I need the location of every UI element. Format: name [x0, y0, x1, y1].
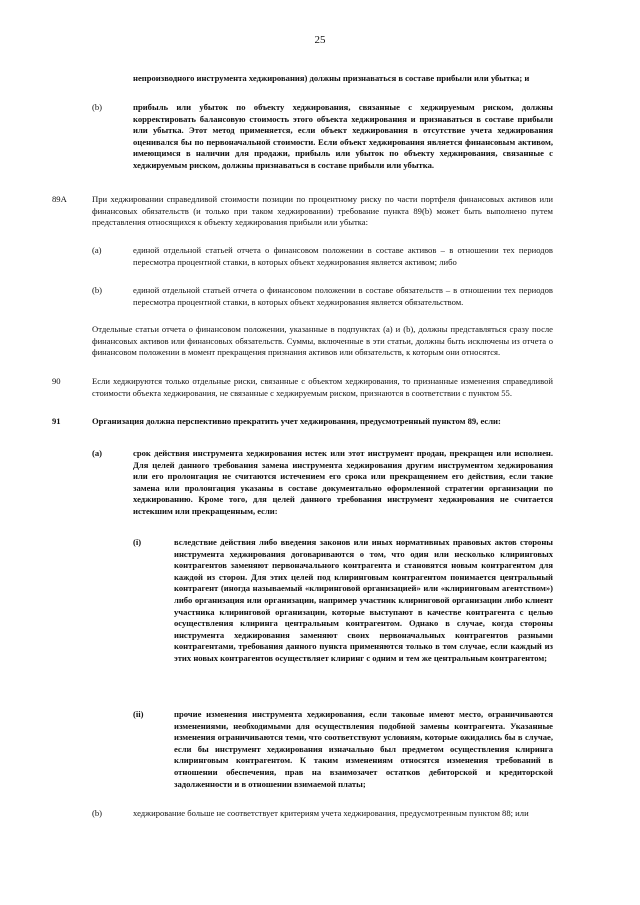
item-label-91-b: (b): [92, 808, 103, 818]
item-label-91-a-i: (i): [133, 537, 142, 547]
item-label-89A-a: (a): [92, 245, 102, 255]
paragraph-91-b: хеджирование больше не соответствует критериям учета хеджирования, предусмотренным пунктом 88; или: [133, 808, 529, 818]
paragraph-91-a: срок действия инструмента хеджирования истек или этот инструмент продан, прекращен или исполнен. Для целей данного требования замена инструмента хеджирования другим инструментом хеджирования или его пролонгация не считаются истечением его срока или прекращением его действия, если такие замена или пролонгация указаны в составе документально оформленной стратегии организации по хеджированию. Кроме того, для целей данного требования инструмент хеджирования не считается истекшим или прекращенным, если:: [133, 448, 553, 516]
paragraph-89b: прибыль или убыток по объекту хеджирования, связанные с хеджируемым риском, должны корректировать балансовую стоимость этого объекта хеджирования и признаваться в составе прибыли или убытка. Этот метод применяется, если объект хеджирования в отсутствие учета хеджирования оценивался бы по первоначальной стоимости. Если объект хеджирования является финансовым активом, имеющимся в наличии для продажи, прибыль или убыток по объекту хеджирования, связанные с хеджируемым риском, должны признаваться в составе прибыли или убытка.: [133, 102, 553, 170]
paragraph-91-intro: Организация должна перспективно прекратить учет хеджирования, предусмотренный пунктом 89, если:: [92, 416, 501, 426]
paragraph-91-a-i: вследствие действия либо введения законов или иных нормативных правовых актов стороны инструмента хеджирования договариваются о том, что один или несколько клиринговых контрагентов заменяют первоначального контрагента и становятся новым контрагентом для каждой из сторон. Для этих целей под клиринговым контрагентом понимается центральный контрагент (иногда называемый «клиринговой организацией» или «клиринговым агентством») либо организация или организации, например участник клиринговой организации либо клиент участника клиринговой организации, которые выступают в качестве контрагента с целью осуществления клиринга центральным контрагентом. Однако в случае, когда стороны инструмента хеджирования заменяют своих первоначальных контрагентов разными контрагентами, требования данного пункта применяются только в том случае, если каждый из этих новых контрагентов осуществляет клиринг с одним и тем же центральным контрагентом;: [174, 537, 553, 663]
paragraph-89A-b: единой отдельной статьей отчета о финансовом положении в составе обязательств – в отношении тех периодов пересмотра процентной ставки, в которых объект хеджирования является обязательством.: [133, 285, 553, 307]
page-number: 25: [314, 34, 326, 46]
paragraph-89A-closing: Отдельные статьи отчета о финансовом положении, указанные в подпунктах (a) и (b), должны представляться сразу после финансовых активов или финансовых обязательств. Суммы, включенные в эти статьи, должны быть исключены из отчета о финансовом положении в момент прекращения признания активов или обязательств, к которым они относятся.: [92, 324, 553, 358]
item-label-89b: (b): [92, 102, 103, 112]
paragraph-number-89A: 89A: [52, 194, 67, 204]
paragraph-91-a-ii: прочие изменения инструмента хеджирования, если таковые имеют место, ограничиваются изменениями, необходимыми для осуществления подобной замены контрагента. Указанные изменения ограничиваются теми, что соответствуют условиям, которые ожидались бы в случае, если бы инструмент хеджирования изначально был предметом осуществления клиринга клиринговым контрагентом. К таким изменениям относятся изменения требований в отношении обеспечения, прав на взаимозачет остатков дебиторской и кредиторской задолженности и в отношении взимаемой платы;: [174, 709, 553, 789]
paragraph-number-90: 90: [52, 376, 61, 386]
item-label-91-a-ii: (ii): [133, 709, 144, 719]
paragraph-89A-intro: При хеджировании справедливой стоимости позиции по процентному риску по части портфеля финансовых активов или финансовых обязательств (и только при таком хеджировании) требование пункта 89(b) может быть выполнено путем представления относящихся к объекту хеджирования прибыли или убытка:: [92, 194, 553, 228]
item-label-91-a: (a): [92, 448, 103, 458]
paragraph-number-91: 91: [52, 416, 61, 426]
paragraph-90: Если хеджируются только отдельные риски, связанные с объектом хеджирования, то признанные изменения справедливой стоимости объекта хеджирования, не связанные с хеджируемым риском, признаются в соответствии с пунктом 55.: [92, 376, 553, 398]
item-label-89A-b: (b): [92, 285, 103, 295]
paragraph-89A-a: единой отдельной статьей отчета о финансовом положении в составе активов – в отношении тех периодов пересмотра процентной ставки, в которых объект хеджирования является активом; либо: [133, 245, 553, 267]
continuation-text: непроизводного инструмента хеджирования) должны признаваться в составе прибыли или убытка; и: [133, 73, 530, 83]
